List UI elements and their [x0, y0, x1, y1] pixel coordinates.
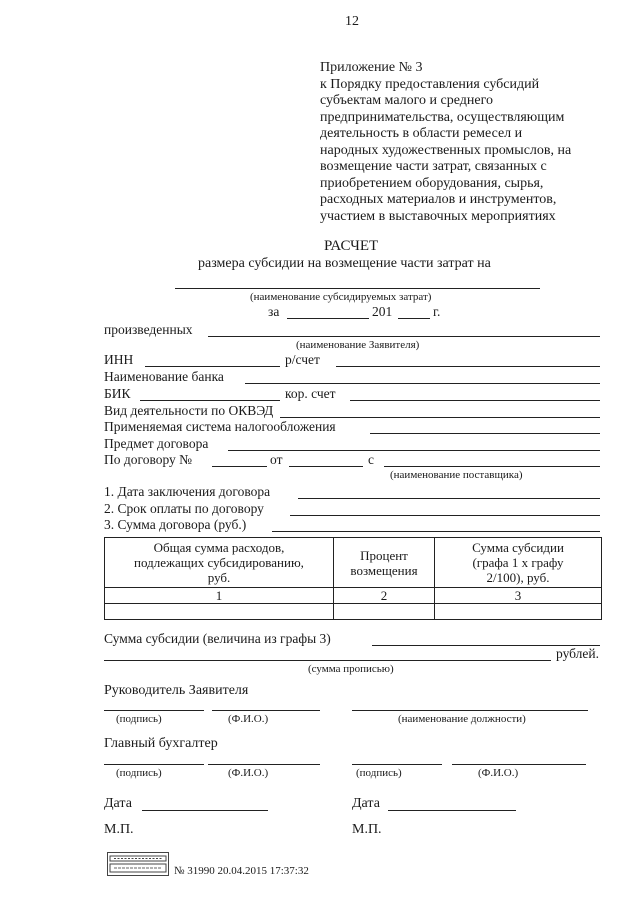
okved-field[interactable]: [280, 417, 600, 418]
total-expenses-cell[interactable]: [105, 604, 334, 620]
appendix-line: возмещение части затрат, связанных с: [320, 159, 547, 174]
appendix-line: расходных материалов и инструментов,: [320, 192, 557, 207]
payment-term-label: 2. Срок оплаты по договору: [104, 501, 264, 516]
bank-field[interactable]: [245, 383, 600, 384]
period-prefix: за: [268, 304, 280, 319]
produced-label: произведенных: [104, 322, 193, 337]
head-signature-caption: (подпись): [116, 713, 162, 725]
expenses-field[interactable]: [175, 288, 540, 289]
appendix-line: народных художественных промыслов, на: [320, 142, 572, 158]
calculation-table: [104, 537, 602, 620]
inn-field[interactable]: [145, 366, 280, 367]
contract-sum-field[interactable]: [272, 531, 600, 532]
date-label-right: Дата: [352, 796, 380, 811]
doc-subtitle: размера субсидии на возмещение части затрат на: [198, 256, 491, 271]
accountant-signature-caption: (подпись): [116, 767, 162, 779]
column-number: 2: [334, 588, 435, 604]
corr-account-field[interactable]: [350, 400, 600, 401]
header-total-expenses: Общая сумма расходов, подлежащих субсидированию, руб.: [105, 538, 334, 588]
head-name-field[interactable]: [212, 710, 320, 711]
appendix-line: к Порядку предоставления субсидий: [320, 76, 540, 92]
contract-no-label: По договору №: [104, 452, 193, 467]
appendix-line: субъектам малого и среднего: [320, 93, 493, 108]
column-number: 1: [105, 588, 334, 604]
date-field-right[interactable]: [388, 810, 516, 811]
appendix-line: предпринимательства, осуществляющим: [320, 109, 565, 125]
registry-stamp-icon: [107, 852, 169, 876]
contract-date-field[interactable]: [289, 466, 363, 467]
contract-date-label: 1. Дата заключения договора: [104, 484, 271, 499]
contract-with-label: с: [368, 452, 374, 467]
contract-no-field[interactable]: [212, 466, 267, 467]
supplier-caption: (наименование поставщика): [390, 469, 523, 481]
period-year: 201: [372, 304, 393, 319]
subsidy-sum-cell[interactable]: [435, 604, 602, 620]
column-number: 3: [435, 588, 602, 604]
okved-label: Вид деятельности по ОКВЭД: [104, 403, 274, 418]
account-label: р/счет: [285, 352, 320, 367]
document-number: № 31990 20.04.2015 17:37:32: [174, 865, 309, 877]
accountant-name-caption: (Ф.И.О.): [228, 767, 269, 779]
doc-title: РАСЧЕТ: [324, 238, 379, 254]
appendix-line: приобретением оборудования, сырья,: [320, 175, 544, 191]
supplier-field[interactable]: [384, 466, 600, 467]
accountant-name-field[interactable]: [208, 764, 320, 765]
contract-from-label: от: [270, 452, 283, 467]
bik-label: БИК: [104, 386, 131, 401]
table-row: [105, 604, 602, 620]
head-name-caption: (Ф.И.О.): [228, 713, 269, 725]
second-name-caption: (Ф.И.О.): [478, 767, 519, 779]
sum-in-words-field[interactable]: [104, 660, 551, 661]
accountant-label: Главный бухгалтер: [104, 736, 218, 751]
contract-date-value-field[interactable]: [298, 498, 600, 499]
appendix-line: участием в выставочных мероприятиях: [320, 208, 556, 224]
table-number-row: [105, 588, 602, 604]
contract-subject-field[interactable]: [228, 450, 600, 451]
payment-term-field[interactable]: [290, 515, 600, 516]
contract-sum-label: 3. Сумма договора (руб.): [104, 517, 247, 532]
head-signature-field[interactable]: [104, 710, 204, 711]
date-label-left: Дата: [104, 796, 132, 811]
head-position-caption: (наименование должности): [398, 713, 526, 725]
appendix-title: Приложение № 3: [320, 60, 423, 75]
period-field[interactable]: [287, 318, 369, 319]
page-number: 12: [345, 14, 359, 29]
second-signature-caption: (подпись): [356, 767, 402, 779]
appendix-block: [320, 60, 571, 225]
applicant-caption: (наименование Заявителя): [296, 339, 420, 351]
date-field-left[interactable]: [142, 810, 268, 811]
tax-system-field[interactable]: [370, 433, 600, 434]
tax-system-label: Применяемая система налогообложения: [104, 419, 336, 434]
second-signature-field[interactable]: [352, 764, 442, 765]
head-label: Руководитель Заявителя: [104, 683, 249, 698]
period-suffix: г.: [433, 304, 441, 319]
header-subsidy-sum: Сумма субсидии (графа 1 х графу 2/100), руб.: [435, 538, 602, 588]
contract-subject-label: Предмет договора: [104, 436, 209, 451]
applicant-field[interactable]: [208, 336, 600, 337]
seal-label-left: М.П.: [104, 822, 134, 837]
bank-label: Наименование банка: [104, 369, 224, 384]
percent-cell[interactable]: [334, 604, 435, 620]
second-name-field[interactable]: [452, 764, 586, 765]
seal-label-right: М.П.: [352, 822, 382, 837]
subsidy-sum-label: Сумма субсидии (величина из графы 3): [104, 631, 331, 646]
bik-field[interactable]: [140, 400, 280, 401]
accountant-signature-field[interactable]: [104, 764, 204, 765]
rubles-label: рублей.: [556, 646, 600, 661]
inn-label: ИНН: [104, 352, 134, 367]
head-position-field[interactable]: [352, 710, 588, 711]
period-year-field[interactable]: [398, 318, 430, 319]
corr-account-label: кор. счет: [285, 386, 336, 401]
expenses-caption: (наименование субсидируемых затрат): [250, 291, 432, 303]
table-header-row: [105, 538, 602, 588]
header-percent: Процент возмещения: [334, 538, 435, 588]
appendix-line: деятельность в области ремесел и: [320, 126, 523, 141]
account-field[interactable]: [336, 366, 600, 367]
sum-in-words-caption: (сумма прописью): [308, 663, 394, 675]
